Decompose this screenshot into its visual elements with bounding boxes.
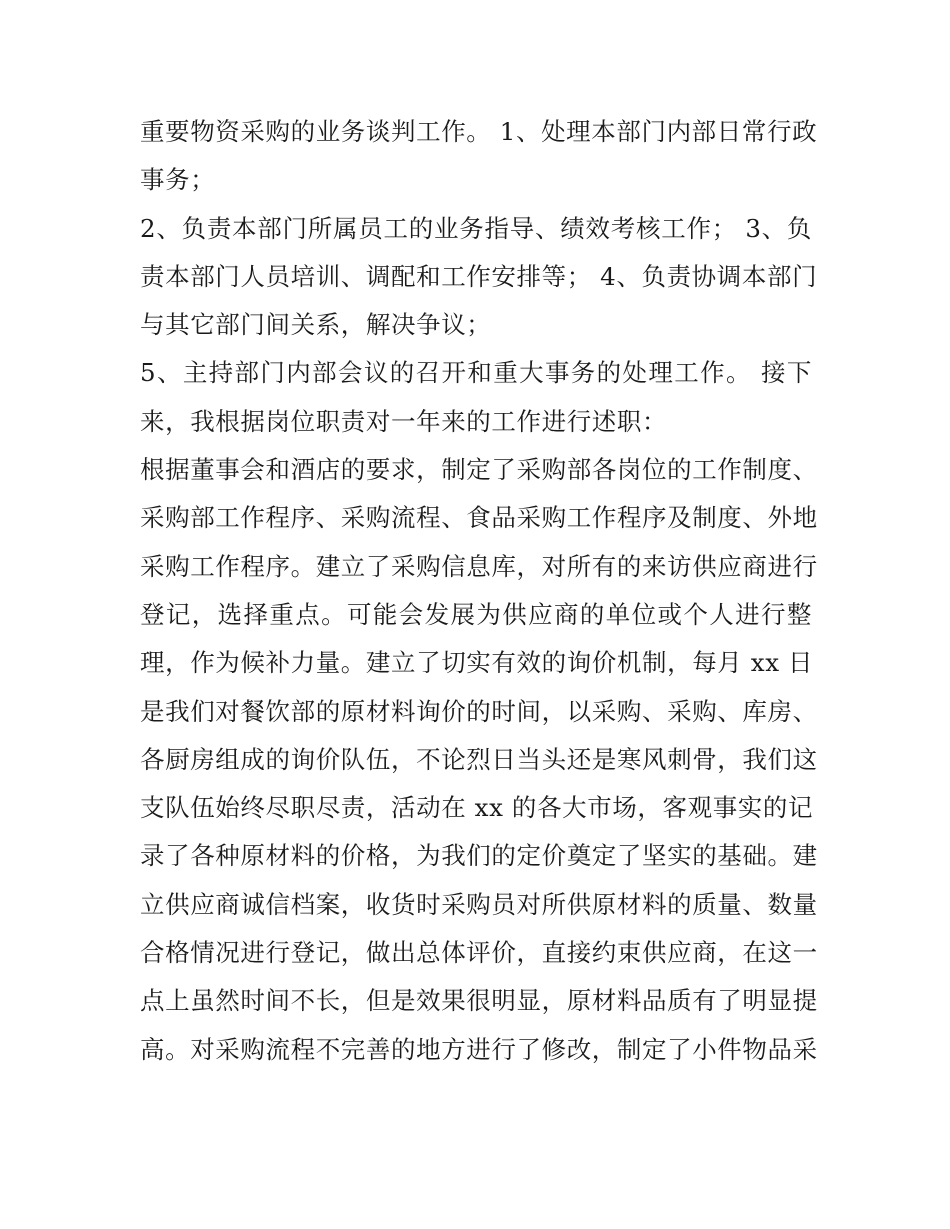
text-line: 5、主持部门内部会议的召开和重大事务的处理工作。 接下 xyxy=(140,358,812,388)
text-line: 点上虽然时间不长，但是效果很明显，原材料品质有了明显提 xyxy=(140,986,818,1016)
text-line: 立供应商诚信档案，收货时采购员对所供原材料的质量、数量 xyxy=(140,889,818,919)
text-line: 与其它部门间关系，解决争议； xyxy=(140,310,492,340)
text-line: 责本部门人员培训、调配和工作安排等； 4、负责协调本部门 xyxy=(140,261,818,291)
text-line: 登记，选择重点。可能会发展为供应商的单位或个人进行整 xyxy=(140,599,812,629)
text-line: 是我们对餐饮部的原材料询价的时间，以采购、采购、库房、 xyxy=(140,696,818,726)
text-line: 理，作为候补力量。建立了切实有效的询价机制，每月 xx 日 xyxy=(140,648,814,678)
text-line: 重要物资采购的业务谈判工作。 1、处理本部门内部日常行政 xyxy=(140,117,818,146)
text-line: 来，我根据岗位职责对一年来的工作进行述职： xyxy=(140,406,668,436)
text-line: 采购部工作程序、采购流程、食品采购工作程序及制度、外地 xyxy=(140,503,818,533)
text-line: 事务； xyxy=(140,165,216,195)
document-page xyxy=(140,108,818,1074)
text-line: 合格情况进行登记，做出总体评价，直接约束供应商，在这一 xyxy=(140,938,818,968)
text-line: 根据董事会和酒店的要求，制定了采购部各岗位的工作制度、 xyxy=(140,455,818,485)
text-line: 2、负责本部门所属员工的业务指导、绩效考核工作； 3、负 xyxy=(140,213,812,243)
text-line: 高。对采购流程不完善的地方进行了修改，制定了小件物品采 xyxy=(140,1034,818,1064)
text-line: 采购工作程序。建立了采购信息库，对所有的来访供应商进行 xyxy=(140,551,818,581)
text-line: 各厨房组成的询价队伍，不论烈日当头还是寒风刺骨，我们这 xyxy=(140,744,818,774)
text-line: 支队伍始终尽职尽责，活动在 xx 的各大市场，客观事实的记 xyxy=(140,793,814,823)
text-line: 录了各种原材料的价格，为我们的定价奠定了坚实的基础。建 xyxy=(140,841,818,871)
